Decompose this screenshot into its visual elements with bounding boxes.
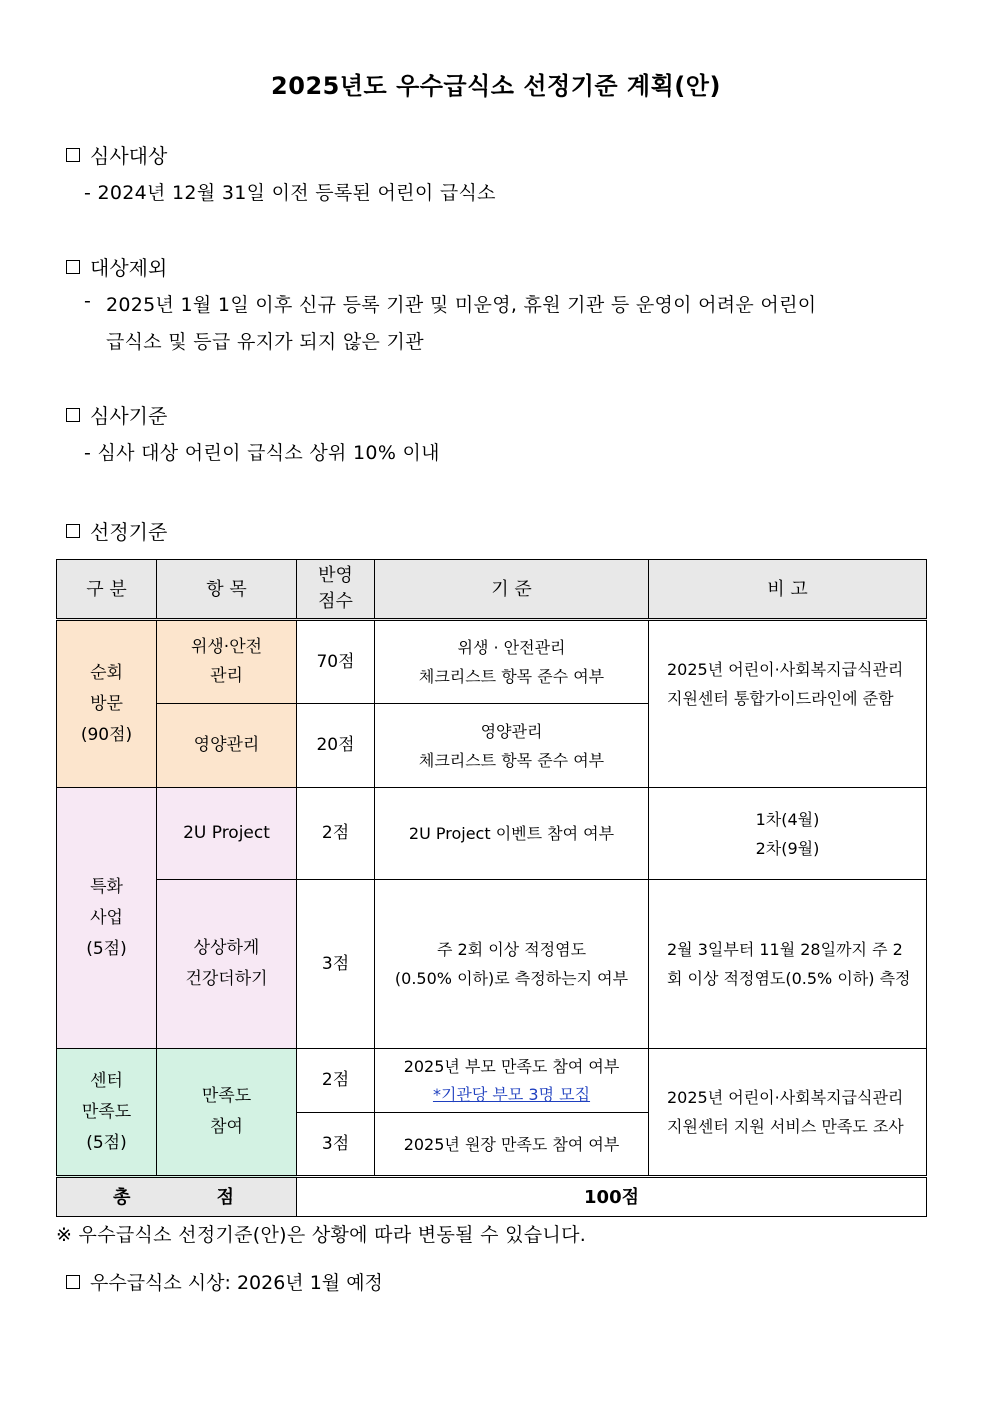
page-title: 2025년도 우수급식소 선정기준 계획(안) <box>271 72 721 100</box>
section-target-label: 심사대상 <box>90 144 168 168</box>
section-target-heading <box>66 140 167 169</box>
header-score: 반영 점수 <box>297 560 375 620</box>
header-note: 비 고 <box>649 560 927 620</box>
table-row <box>57 788 927 880</box>
section-criteria-text: - 심사 대상 어린이 급식소 상위 10% 이내 <box>84 442 440 464</box>
checkbox-square-icon <box>66 1275 80 1289</box>
section-target-text: - 2024년 12월 31일 이전 등록된 어린이 급식소 <box>84 182 496 204</box>
header-category: 구 분 <box>57 560 157 620</box>
award-line <box>66 1268 383 1295</box>
table-header-row <box>57 560 927 620</box>
category-visit: 순회 방문 (90점) <box>57 620 157 788</box>
standard-parent-satisfaction: 2025년 부모 만족도 참여 여부 *기관당 부모 3명 모집 <box>375 1049 649 1113</box>
section-criteria-heading <box>66 400 167 429</box>
table-row <box>57 880 927 1049</box>
item-satisfaction: 만족도 참여 <box>157 1049 297 1177</box>
section-exclusion-label: 대상제외 <box>90 256 168 280</box>
checkbox-square-icon <box>66 148 80 162</box>
score-2u-project: 2점 <box>297 788 375 880</box>
standard-nutrition: 영양관리 체크리스트 항목 준수 여부 <box>375 704 649 788</box>
item-hygiene: 위생·안전 관리 <box>157 620 297 704</box>
section-selection-heading <box>66 516 167 545</box>
total-label: 총 점 <box>57 1177 297 1217</box>
score-director-satisfaction: 3점 <box>297 1113 375 1177</box>
score-health-plus: 3점 <box>297 880 375 1049</box>
score-hygiene: 70점 <box>297 620 375 704</box>
selection-criteria-table <box>56 559 927 1217</box>
header-standard: 기 준 <box>375 560 649 620</box>
category-special: 특화 사업 (5점) <box>57 788 157 1049</box>
section-exclusion-text-2: 급식소 및 등급 유지가 되지 않은 기관 <box>106 331 424 353</box>
standard-hygiene: 위생 · 안전관리 체크리스트 항목 준수 여부 <box>375 620 649 704</box>
header-item: 항 목 <box>157 560 297 620</box>
standard-health-plus: 주 2회 이상 적정염도 (0.50% 이하)로 측정하는지 여부 <box>375 880 649 1049</box>
award-text: 우수급식소 시상: 2026년 1월 예정 <box>90 1272 383 1294</box>
table-row <box>57 620 927 704</box>
note-health-plus: 2월 3일부터 11월 28일까지 주 2회 이상 적정염도(0.5% 이하) 측정 <box>649 880 927 1049</box>
category-satisfaction: 센터 만족도 (5점) <box>57 1049 157 1177</box>
note-visit: 2025년 어린이·사회복지급식관리지원센터 통합가이드라인에 준함 <box>649 620 927 788</box>
total-value: 100점 <box>297 1177 927 1217</box>
parent-recruit-note: *기관당 부모 3명 모집 <box>432 1084 591 1104</box>
item-nutrition: 영양관리 <box>157 704 297 788</box>
score-parent-satisfaction: 2점 <box>297 1049 375 1113</box>
note-2u-project: 1차(4월) 2차(9월) <box>649 788 927 880</box>
standard-director-satisfaction: 2025년 원장 만족도 참여 여부 <box>375 1113 649 1177</box>
footnote: ※ 우수급식소 선정기준(안)은 상황에 따라 변동될 수 있습니다. <box>56 1224 587 1246</box>
section-criteria-label: 심사기준 <box>90 404 168 428</box>
table-total-row <box>57 1177 927 1217</box>
checkbox-square-icon <box>66 260 80 274</box>
section-exclusion-text-1: - 2025년 1월 1일 이후 신규 등록 기관 및 미운영, 휴원 기관 등 운영이 어려운 어린이 <box>84 290 817 316</box>
checkbox-square-icon <box>66 524 80 538</box>
note-satisfaction: 2025년 어린이·사회복지급식관리지원센터 지원 서비스 만족도 조사 <box>649 1049 927 1177</box>
section-exclusion-heading <box>66 252 167 281</box>
standard-2u-project: 2U Project 이벤트 참여 여부 <box>375 788 649 880</box>
checkbox-square-icon <box>66 408 80 422</box>
item-2u-project: 2U Project <box>157 788 297 880</box>
section-selection-label: 선정기준 <box>90 520 168 544</box>
score-nutrition: 20점 <box>297 704 375 788</box>
table-row <box>57 1049 927 1113</box>
item-health-plus: 상상하게 건강더하기 <box>157 880 297 1049</box>
